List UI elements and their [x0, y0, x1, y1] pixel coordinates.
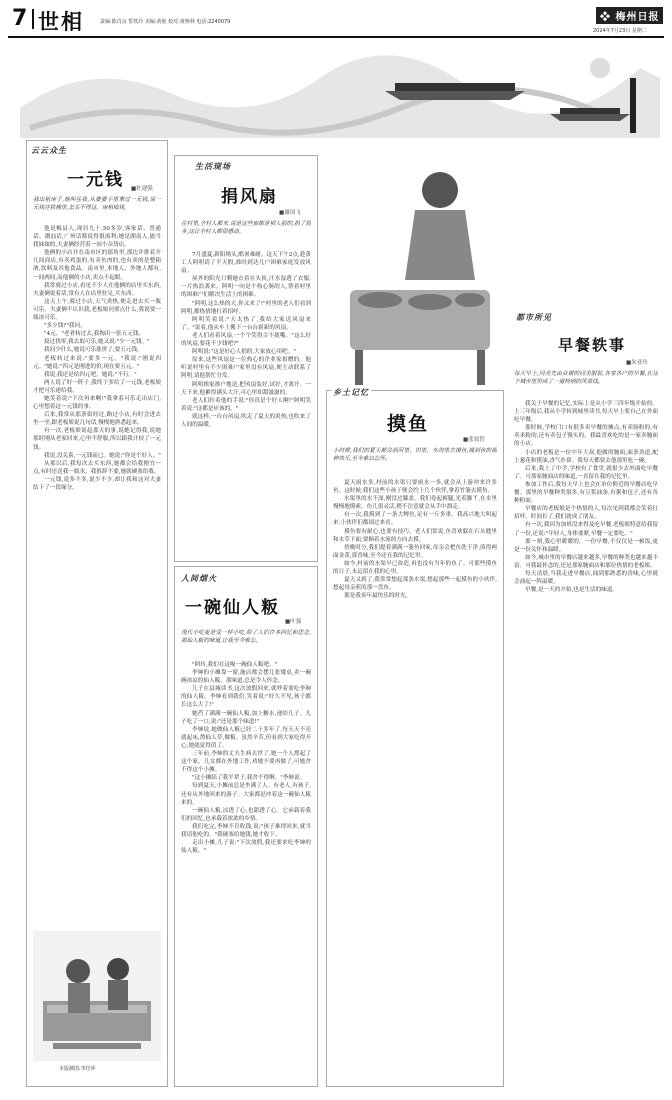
paragraph: 后来,我上了中学,学校有了食堂,就很少去外面吃早餐了。可那家腌面店的味道,一直留在我的记忆里。 — [514, 465, 658, 480]
paragraph: 傍晚时分,我们提着满满一篓鱼回家,母亲会把鱼洗干净,煎得两面金黄,那香味,至今还在我的记忆里。 — [333, 544, 497, 559]
author-name: 谢国飞 — [284, 210, 301, 216]
article-tag: 都市所见 — [516, 312, 552, 322]
paragraph: 有一次,我因为加班没来得及吃早餐,老板娘特意给我留了一份,还说:"年轻人,身体要紧,早餐一定要吃。" — [514, 522, 658, 537]
paragraph: 他是梅县人,现居九十,50多岁,客家话、普通话、潮汕话,广州话都说得很流利;她是湖南人,能当我妹妹的,夫妻俩经营着一间小杂货店。 — [33, 226, 161, 249]
author-name: 杜建强 — [136, 186, 153, 192]
paragraph: 每天清晨,当我走进早餐店,闻到那熟悉的香味,心里就会涌起一阵温暖。 — [514, 570, 658, 586]
paragraph: 屋外的阳光只剩她衣着在头顶,汗水湿透了衣服,一片热浪袭来。阿明一向是个热心肠的人,帮着村里的困难户们解决生活上的困难。 — [181, 276, 311, 299]
paragraph: 夏天雨水多,村前的水渠只要雨水一多,就会从上游冲来许多鱼。这时候,我们这些小孩子便会约上几个伙伴,拿着竹篓去摸鱼。 — [333, 480, 497, 495]
article-lead: 小时候,我们的夏天都会到河里、田里、水沟里去摸鱼,摸到鱼的那种快乐,至今难以忘怀。 — [333, 448, 497, 463]
article-juanshan — [174, 155, 318, 562]
page-number: 7 — [12, 6, 28, 31]
article-title: 摸鱼 — [387, 413, 430, 435]
paragraph: 阿明挨家挨户地送,把风扇装好,试好,才离开。一天下来,他累得满头大汗,可心里却甜滋滋的。 — [181, 381, 311, 396]
article-lead: 现代小吃更是受一样小吃,给了人们许多回忆和思念,那仙人粄的味道,让我至今难忘。 — [181, 630, 311, 645]
paragraph: 我常骑过小店,看见不少人在他俩的店里买东西,夫妻俩说着话,常有人在店里驻足,买东西。 — [33, 282, 161, 297]
paragraph: 三年前,李婶的丈夫生病去世了,她一个人撑起了这个家。儿女都在外地工作,劝她不要再做了,可她舍不得这个小摊。 — [181, 751, 311, 774]
author-name: 张叙智 — [468, 437, 485, 443]
paragraph: 我说,我还是给四元吧。她说:"不行。" — [44, 371, 137, 378]
paragraph: 水渠里的水不深,刚没过膝盖。我们卷起裤腿,光着脚丫,在水里慢慢地摸索。鱼儿很灵活,稍不注意就会从手中溜走。 — [333, 496, 497, 511]
paragraph: 我关于早餐的记忆,实际上是从小学三四年级开始的。上三年级后,我从小学转到城里读书,每天早上要自己在外面吃早餐。 — [514, 401, 658, 424]
author-icon: ■ — [626, 360, 632, 366]
article-body — [181, 251, 311, 553]
article-title: 一碗仙人粄 — [185, 598, 280, 618]
article-byline — [279, 208, 301, 216]
paragraph: 有一次,老板娘说起那天的事,说她记得我,说她那时刚从老家回来,心里不舒服,所以跟我计较了一元钱。 — [33, 428, 161, 451]
newspaper-logo-icon: ❖ — [600, 12, 611, 23]
paragraph: 他俩的小店开在南市区的那角里,那边并排着开几间商店,有卖鸡蛋的,有卖鱼肉的,也有卖的是整箱酒,饮料及其他食品。南市里,本地人、外地人都有,一间两间,而他俩的小店,卖点不起眼。 — [33, 250, 161, 281]
author-name: 朱亚玲 — [631, 360, 648, 366]
paragraph: 如今,城市里的早餐店越来越多,早餐的种类也越来越丰富。可我最怀念的,还是那家腌面店和那位热情的老板娘。 — [514, 554, 658, 569]
paragraph: 她笑着说:"下次再来啊!"我拿着可乐走出店门,心里想着这一元钱的事。 — [33, 395, 161, 411]
article-byline — [463, 435, 485, 443]
article-lead: 在村里,全村人都来,说是这些扇都是别人捐的,捐了很多,这让全村人都很感动。 — [181, 221, 311, 236]
article-tag: 人间烟火 — [181, 573, 217, 583]
article-moyu — [326, 387, 504, 1087]
paragraph: 小店的老板是一位中年大叔,他做的腌面,面条劲道,配上葱花和猪油,香气扑鼻。我每天都要去他那里吃一碗。 — [514, 449, 658, 464]
paragraph: 她舀了满满一碗仙人粄,加上糖水,递给儿子。儿子吃了一口,说:"还是那个味道!" — [181, 710, 311, 725]
paragraph: 7月盛夏,新阳坳头,酷暑难耐。这天下午2点,趁黄工人阿明请了半天假,准时到达几户困难家庭发放风扇。 — [181, 252, 311, 275]
page-number-divider — [32, 9, 34, 29]
article-body — [333, 479, 497, 1079]
newspaper-name — [596, 7, 663, 24]
author-icon: ■ — [285, 619, 291, 625]
paragraph: 阿明说:"这是好心人捐的,大家放心用吧。" — [192, 349, 296, 356]
paragraph: 早餐,是一天的开始,也是生活的味道。 — [525, 587, 619, 594]
paragraph: 原来,这些风扇是一位热心的企业家捐赠的。他听说村里有不少困难户家里没有风扇,便主动联系了阿明,请他帮忙分发。 — [181, 357, 311, 380]
paragraph: 一元钱,说多不多,说少不少,却让我和这对夫妻结下了一段缘分。 — [33, 476, 161, 491]
paragraph: "阿玲,我们在这喝一碗仙人粄吧。" — [192, 662, 278, 668]
paragraph: 就这样,一台台风扇,吹走了夏天的炎热,也吹来了人间的温暖。 — [181, 413, 311, 428]
paragraph: 有一次,我摸到了一条大鲤鱼,足有一斤多重。我高兴地大叫起来,小伙伴们都围过来看。 — [333, 512, 497, 527]
paragraph: 两人说了好一阵子,我终于多给了一元钱,老板娘才把可乐递给我。 — [33, 379, 161, 394]
article-tag: 云云众生 — [31, 145, 67, 155]
article-title: 一元钱 — [67, 170, 124, 190]
paragraph: 老人们看着风扇,一个个笑得合不拢嘴。"这么好的风扇,要花不少钱吧?" — [181, 332, 311, 348]
article-zaocan — [508, 240, 664, 1085]
article-illustration — [33, 931, 161, 1061]
paragraph: 摸鱼要有耐心,也要有技巧。老人们常说,鱼喜欢躲在石头缝里和水草下面,要顺着水流的方向去摸。 — [333, 528, 497, 543]
paragraph: 李婶说,她做仙人粄已经二十多年了,每天天不亮就起床,熬仙人草,做粄。虽然辛苦,但看到大家吃得开心,她就觉得值了。 — [181, 726, 311, 749]
article-yiqian — [26, 140, 168, 1087]
paragraph: 我说,没关系,一元钱而已。她说:"你是个好人。" — [44, 452, 161, 459]
author-icon: ■ — [463, 437, 469, 443]
article-xianren — [174, 566, 318, 1087]
paragraph: 早餐店的老板娘是个热情的人,每次见到我都会笑着打招呼。时间长了,我们就成了朋友。 — [514, 506, 658, 521]
paragraph: 后来,我常从那条街经过,路过小店,有时会进去坐一坐,跟老板娘说几句话,慢慢地熟悉起来。 — [33, 412, 161, 427]
article-lead: 我出租房子,她叫住我,从婆婆手里拿过一元钱,说一元钱往铁桶里,怎买不得这。房租收钱, — [33, 197, 161, 212]
paragraph: 那时候,学校门口有很多卖早餐的摊点,有卖肠粉的,有卖米粉的,还有卖包子馒头的。我最喜欢吃的是一家卖腌面的小店。 — [514, 425, 658, 448]
paragraph: 儿子在县城读书,这次放假回来,就吵着要吃李婶的仙人粄。李婶看到我们,笑着说:"好久不见,孩子都长这么大了!" — [181, 686, 311, 709]
article-byline — [131, 184, 153, 192]
paragraph: 每到夏天,小摊前总是坐满了人。有老人,有孩子,还有从外地回来的游子。大家都是冲着这一碗仙人粄来的。 — [181, 783, 311, 806]
author-icon: ■ — [279, 210, 285, 216]
article-body — [181, 661, 311, 1079]
paragraph: "这小摊陪了我半辈子,我舍不得啊。"李婶说。 — [192, 775, 306, 782]
paragraph: 一碗仙人粄,凉透了心,也甜透了心。它承载着我们的回忆,也承载着浓浓的乡情。 — [181, 807, 311, 822]
paragraph: 李婶的小摊靠一窗,施店都会摆几张矮桌,卖一碗碗冰凉的仙人粄。那味道,总是令人怀念。 — [181, 670, 311, 685]
staff-credits: 责编:陈肖良 誓铁玲 美编:黄艳 校对:黄焕林 电话:2240079 — [100, 19, 231, 25]
article-title: 早餐轶事 — [558, 336, 627, 354]
paragraph: 如今,村前的水渠早已改造,再也没有当年的鱼了。可那些摸鱼的日子,永远留在我的心里。 — [333, 560, 497, 576]
paragraph: 那是我童年最快乐的时光。 — [344, 593, 412, 600]
paragraph: "阿明,这么热的天,你又来了!"村里的老人们看到阿明,都热情地打着招呼。 — [181, 300, 311, 315]
article-byline — [626, 358, 648, 366]
paragraph: 接过找零,我去取可乐,她又说:"少一元钱。" — [44, 339, 150, 346]
newspaper-name-text: 梅州日报 — [615, 12, 660, 23]
article-body — [33, 225, 161, 925]
author-name: 叶强 — [290, 619, 302, 625]
illustration-caption: 本版插图:李抒萍 — [59, 1066, 96, 1072]
paragraph: 夏天又到了,我常常想起那条水渠,想起那些一起摸鱼的小伙伴,想起母亲煎的那一盘鱼。 — [333, 577, 497, 592]
fish-vendor-illustration — [330, 150, 500, 390]
paragraph: "4元。"老者转过去,我掏出一张五元钱。 — [44, 331, 144, 338]
article-byline — [285, 617, 301, 625]
paragraph: 这天上午,骑过小店,天气炎热,便走进去买一瓶可乐。夫妻俩不认识我,老板娘问要点什么,我说要一瓶冰可乐。 — [33, 298, 161, 322]
paragraph: 我问少什么,她说可乐涨价了,要五元钱。 — [44, 347, 143, 354]
issue-date: 2024年7月23日 星期二 — [593, 28, 647, 34]
paragraph: 从那以后,我每次去买东西,她都会给我便宜一点,有时还送我一瓶水。我推辞不要,她就硬塞给我。 — [33, 460, 161, 475]
paragraph: 阿明笑着说:"天太热了,我给大家送风扇来了。"说着,他从车上搬下一台台崭新的风扇。 — [181, 316, 311, 331]
paragraph: 老人们拉着他的手说:"你真是个好人啊!"阿明笑着说:"这都是应该的。" — [181, 397, 311, 412]
paragraph: 老板转过来说:"要多一元。"我说:"刚说四元。"她说:"四元是刚进的价,现在要五元。" — [33, 355, 161, 370]
author-icon: ■ — [131, 186, 137, 192]
article-tag: 生活现场 — [195, 161, 231, 171]
paragraph: "多少钱?"我问。 — [44, 323, 86, 330]
header-illustration — [0, 38, 672, 148]
article-title: 捐风扇 — [221, 187, 278, 207]
section-title: 世相 — [38, 9, 84, 34]
paragraph: 我们吃完,李婶不肯收钱,说:"孩子难得回来,就当我请他吃的。"我硬塞给她钱,她才收下。 — [181, 823, 311, 838]
article-body — [514, 400, 658, 1080]
article-lead: 每天早上,同美先由众谢的同美服装,各家各户的早餐,在这个城市里形成了一道特别的风景线。 — [514, 371, 658, 386]
masthead — [8, 4, 664, 34]
article-tag: 乡土记忆 — [333, 387, 369, 397]
paragraph: 那一刻,我心里暖暖的。一份早餐,不仅仅是一顿饭,更是一份关怀和温暖。 — [514, 538, 658, 553]
paragraph: 走出小摊,儿子说:"下次放假,我还要来吃李婶的仙人粄。" — [181, 840, 311, 855]
paragraph: 参加工作后,我每天早上也会在单位附近的早餐店吃早餐。那里的早餐种类很多,有豆浆油条,有粥和包子,还有各种粉面。 — [514, 481, 658, 505]
